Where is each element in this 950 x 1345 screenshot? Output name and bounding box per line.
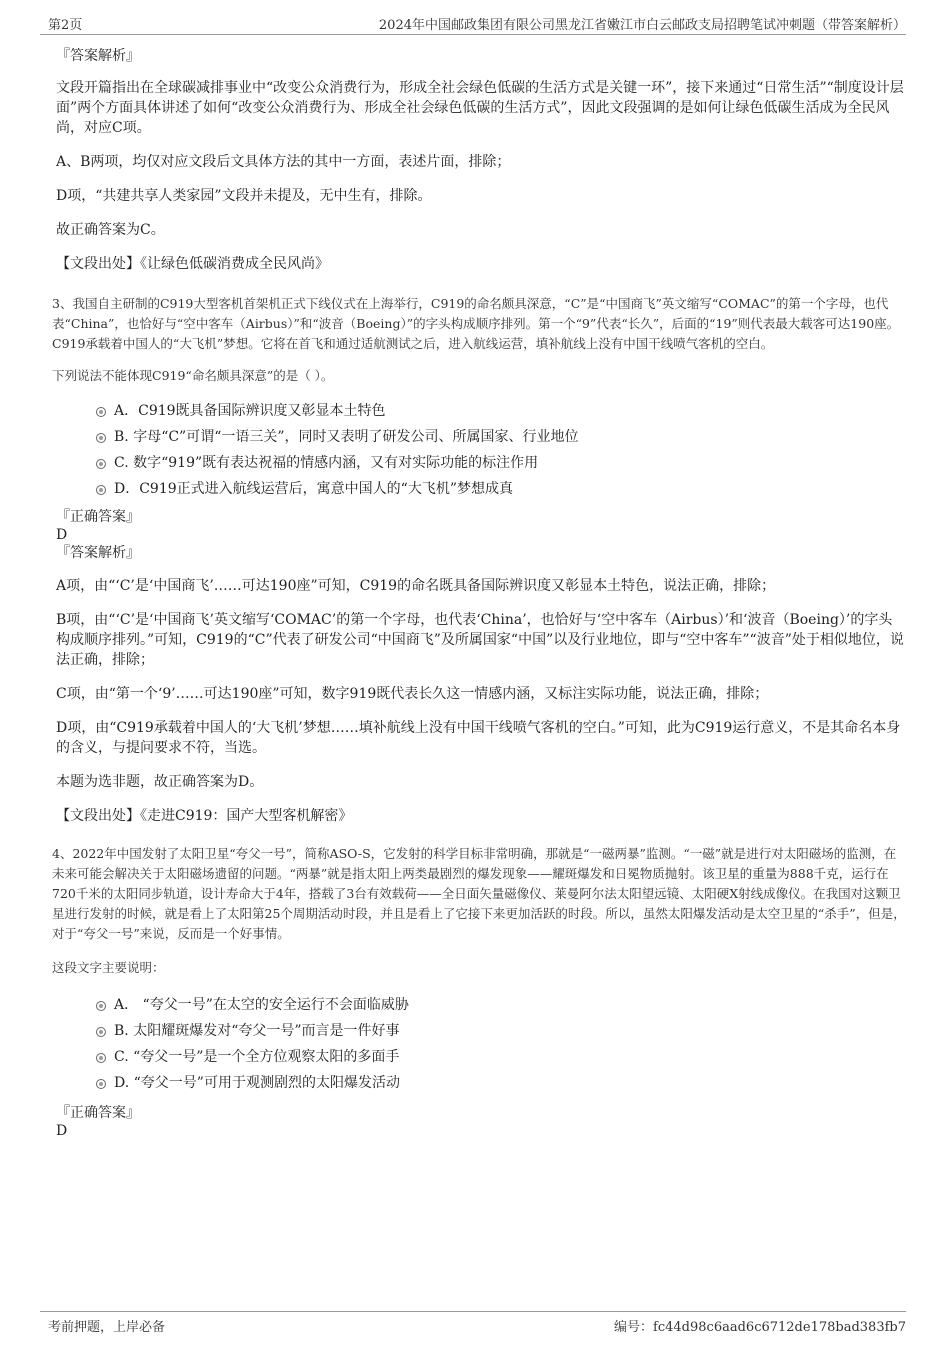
correct-answer-label: 『正确答案』 [56, 509, 140, 525]
analysis-paragraph: C项，由“第一个‘9’……可达190座”可知，数字919既代表长久这一情感内涵，又标注实际功能，说法正确，排除； [56, 686, 769, 702]
correct-answer-label: 『正确答案』 [56, 1105, 140, 1121]
radio-icon[interactable] [96, 1027, 106, 1037]
radio-icon[interactable] [96, 1079, 106, 1089]
analysis-label: 『答案解析』 [56, 48, 140, 64]
radio-icon[interactable] [96, 433, 106, 443]
analysis-paragraph: 本题为选非题，故正确答案为D。 [56, 774, 264, 790]
option-a[interactable]: A．C919既具备国际辨识度又彰显本土特色 [96, 398, 906, 424]
question-4-options [56, 992, 906, 1096]
question-3-options [56, 398, 906, 502]
radio-icon[interactable] [96, 407, 106, 417]
document-id: 编号：fc44d98c6aad6c6712de178bad383fb7 [614, 1320, 906, 1335]
footer-slogan: 考前押题，上岸必备 [48, 1320, 166, 1335]
analysis-paragraph: D项，“共建共享人类家园”文段并未提及，无中生有，排除。 [56, 188, 432, 204]
option-c[interactable]: C. 数字“919”既有表达祝福的情感内涵，又有对实际功能的标注作用 [96, 450, 906, 476]
page-content [52, 46, 906, 1140]
page-header [40, 12, 906, 35]
analysis-paragraph: A项，由“‘C’是‘中国商飞’……可达190座”可知，C919的命名既具备国际辨识度又彰显本土特色，说法正确，排除； [56, 578, 776, 594]
analysis-paragraph: 故正确答案为C。 [56, 222, 165, 238]
source-citation: 【文段出处】《让绿色低碳消费成全民风尚》 [56, 256, 329, 272]
option-c[interactable]: C. “夸父一号”是一个全方位观察太阳的多面手 [96, 1044, 906, 1070]
page-footer [40, 1311, 906, 1336]
radio-icon[interactable] [96, 459, 106, 469]
page-number: 第2页 [48, 18, 83, 33]
analysis-paragraph: B项，由“‘C’是‘中国商飞’英文缩写‘COMAC’的第一个字母，也代表‘China’，也恰好与‘空中客车（Airbus）’和‘波音（Boeing）’的字头构成顺序排列。”可知，C919的“C”代表了研发公司“中国商飞”及所属国家“中国”以及行业地位，即与“空中客车”“波音”处于相似地位，说法正确，排除； [56, 612, 904, 668]
correct-answer-value: D [56, 1123, 68, 1139]
radio-icon[interactable] [96, 485, 106, 495]
analysis-paragraph: A、B两项，均仅对应文段后文具体方法的其中一方面，表述片面，排除； [56, 154, 511, 170]
option-a[interactable]: A． “夸父一号”在太空的安全运行不会面临威胁 [96, 992, 906, 1018]
question-3-prompt: 下列说法不能体现C919“命名颇具深意”的是（ ）。 [52, 368, 334, 383]
question-4-prompt: 这段文字主要说明： [52, 960, 165, 975]
document-title: 2024年中国邮政集团有限公司黑龙江省嫩江市白云邮政支局招聘笔试冲刺题（带答案解析） [378, 18, 906, 33]
analysis-label: 『答案解析』 [56, 545, 140, 561]
analysis-paragraph: 文段开篇指出在全球碳减排事业中“改变公众消费行为，形成全社会绿色低碳的生活方式是关键一环”，接下来通过“日常生活”“制度设计层面”两个方面具体讲述了如何“改变公众消费行为、形成全社会绿色低碳的生活方式”，因此文段强调的是如何让绿色低碳生活成为全民风尚，对应C项。 [56, 80, 904, 136]
question-4-text: 4、2022年中国发射了太阳卫星“夸父一号”，简称ASO-S，它发射的科学目标非常明确，那就是“一磁两暴”监测。“一磁”就是进行对太阳磁场的监测，在未来可能会解决关于太阳磁场遗留的问题。“两暴”就是指太阳上两类最剧烈的爆发现象——耀斑爆发和日冕物质抛射。该卫星的重量为888千克，运行在720千米的太阳同步轨道，设计寿命大于4年，搭载了3台有效载荷——全日面矢量磁像仪、莱曼阿尔法太阳望远镜、太阳硬X射线成像仪。在我国对这颗卫星进行发射的时候，就是看上了太阳第25个周期活动时段，并且是看上了它接下来更加活跃的时段。所以，虽然太阳爆发活动是太空卫星的“杀手”，但是，对于“夸父一号”来说，反而是一个好事情。 [52, 846, 906, 941]
option-d[interactable]: D．C919正式进入航线运营后，寓意中国人的“大飞机”梦想成真 [96, 476, 906, 502]
source-citation: 【文段出处】《走进C919：国产大型客机解密》 [56, 808, 353, 824]
radio-icon[interactable] [96, 1053, 106, 1063]
correct-answer-value: D [56, 527, 68, 543]
option-d[interactable]: D. “夸父一号”可用于观测剧烈的太阳爆发活动 [96, 1070, 906, 1096]
option-b[interactable]: B. 字母“C”可谓“一语三关”，同时又表明了研发公司、所属国家、行业地位 [96, 424, 906, 450]
option-b[interactable]: B. 太阳耀斑爆发对“夸父一号”而言是一件好事 [96, 1018, 906, 1044]
question-3-text: 3、我国自主研制的C919大型客机首架机正式下线仪式在上海举行，C919的命名颇具深意，“C”是“中国商飞”英文缩写“COMAC”的第一个字母，也代表“China”，也恰好与“空中客车（Airbus）”和“波音（Boeing）”的字头构成顺序排列。第一个“9”代表“长久”，后面的“19”则代表最大载客可达190座。C919承载着中国人的“大飞机”梦想。它将在首飞和通过适航测试之后，进入航线运营，填补航线上没有中国干线喷气客机的空白。 [52, 296, 900, 351]
radio-icon[interactable] [96, 1001, 106, 1011]
analysis-paragraph: D项，由“C919承载着中国人的‘大飞机’梦想……填补航线上没有中国干线喷气客机的空白。”可知，此为C919运行意义，不是其命名本身的含义，与提问要求不符，当选。 [56, 720, 901, 756]
